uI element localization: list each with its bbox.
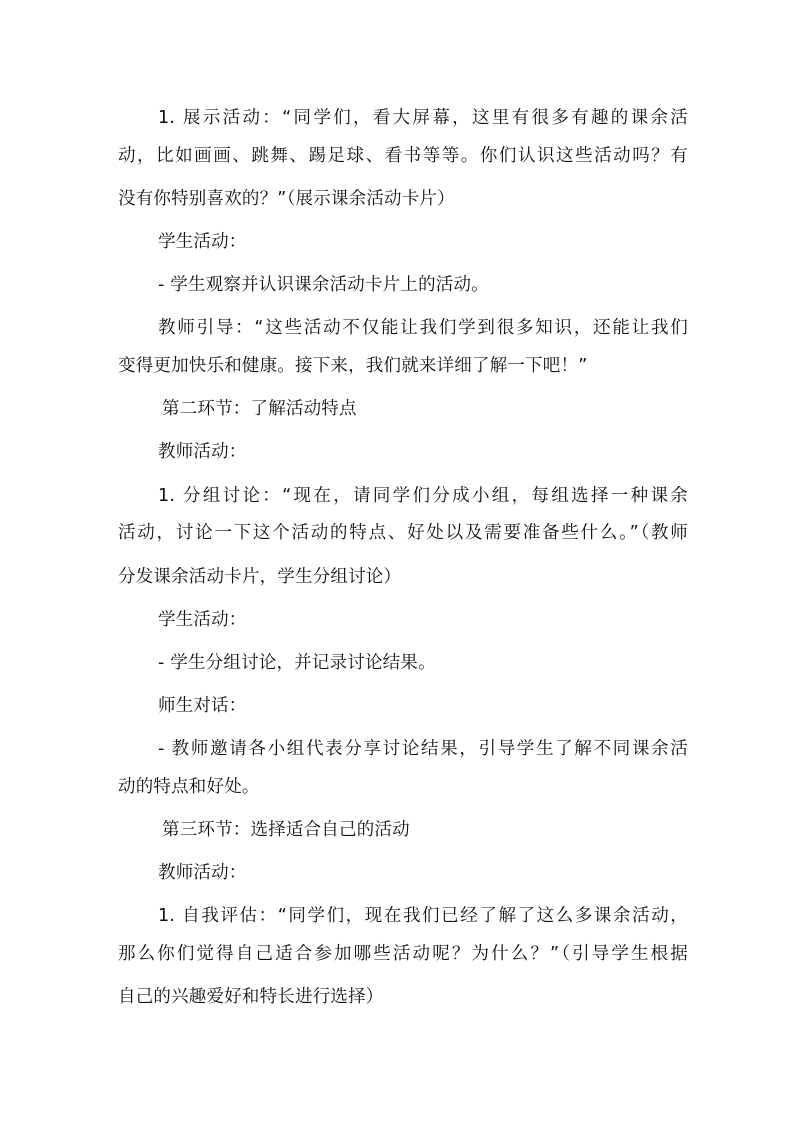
paragraph-line: 活动，讨论一下这个活动的特点、好处以及需要准备些什么。”（教师 — [118, 523, 688, 543]
paragraph-line: 1. 自我评估：“同学们，现在我们已经了解了这么多课余活动， — [158, 906, 688, 926]
section-label: 师生对话： — [158, 696, 247, 716]
paragraph-line: 动，比如画画、跳舞、踢足球、看书等等。你们认识这些活动吗？有 — [118, 146, 688, 166]
section-label: 学生活动： — [158, 610, 247, 630]
paragraph-line: 教师引导：“这些活动不仅能让我们学到很多知识，还能让我们 — [158, 318, 688, 338]
section-label: 学生活动： — [158, 232, 247, 252]
section-heading: 第二环节：了解活动特点 — [162, 399, 357, 419]
paragraph-line: 自己的兴趣爱好和特长进行选择） — [118, 987, 384, 1007]
section-heading: 第三环节：选择适合自己的活动 — [162, 820, 410, 840]
paragraph-line: 变得更加快乐和健康。接下来，我们就来详细了解一下吧！” — [118, 356, 588, 376]
paragraph-line: - 学生观察并认识课余活动卡片上的活动。 — [158, 275, 489, 295]
paragraph-line: 1. 分组讨论：“现在，请同学们分成小组，每组选择一种课余 — [158, 486, 688, 506]
paragraph-line: - 教师邀请各小组代表分享讨论结果，引导学生了解不同课余活 — [158, 739, 688, 759]
paragraph-line: 动的特点和好处。 — [118, 777, 260, 797]
paragraph-line: 没有你特别喜欢的？”（展示课余活动卡片） — [118, 189, 455, 209]
paragraph-line: 那么你们觉得自己适合参加哪些活动呢？为什么？”（引导学生根据 — [118, 944, 688, 964]
paragraph-line: 分发课余活动卡片，学生分组讨论） — [118, 567, 402, 587]
paragraph-line: - 学生分组讨论，并记录讨论结果。 — [158, 653, 436, 673]
paragraph-line: 1. 展示活动：“同学们，看大屏幕，这里有很多有趣的课余活 — [158, 108, 688, 128]
section-label: 教师活动： — [158, 442, 247, 462]
section-label: 教师活动： — [158, 863, 247, 883]
